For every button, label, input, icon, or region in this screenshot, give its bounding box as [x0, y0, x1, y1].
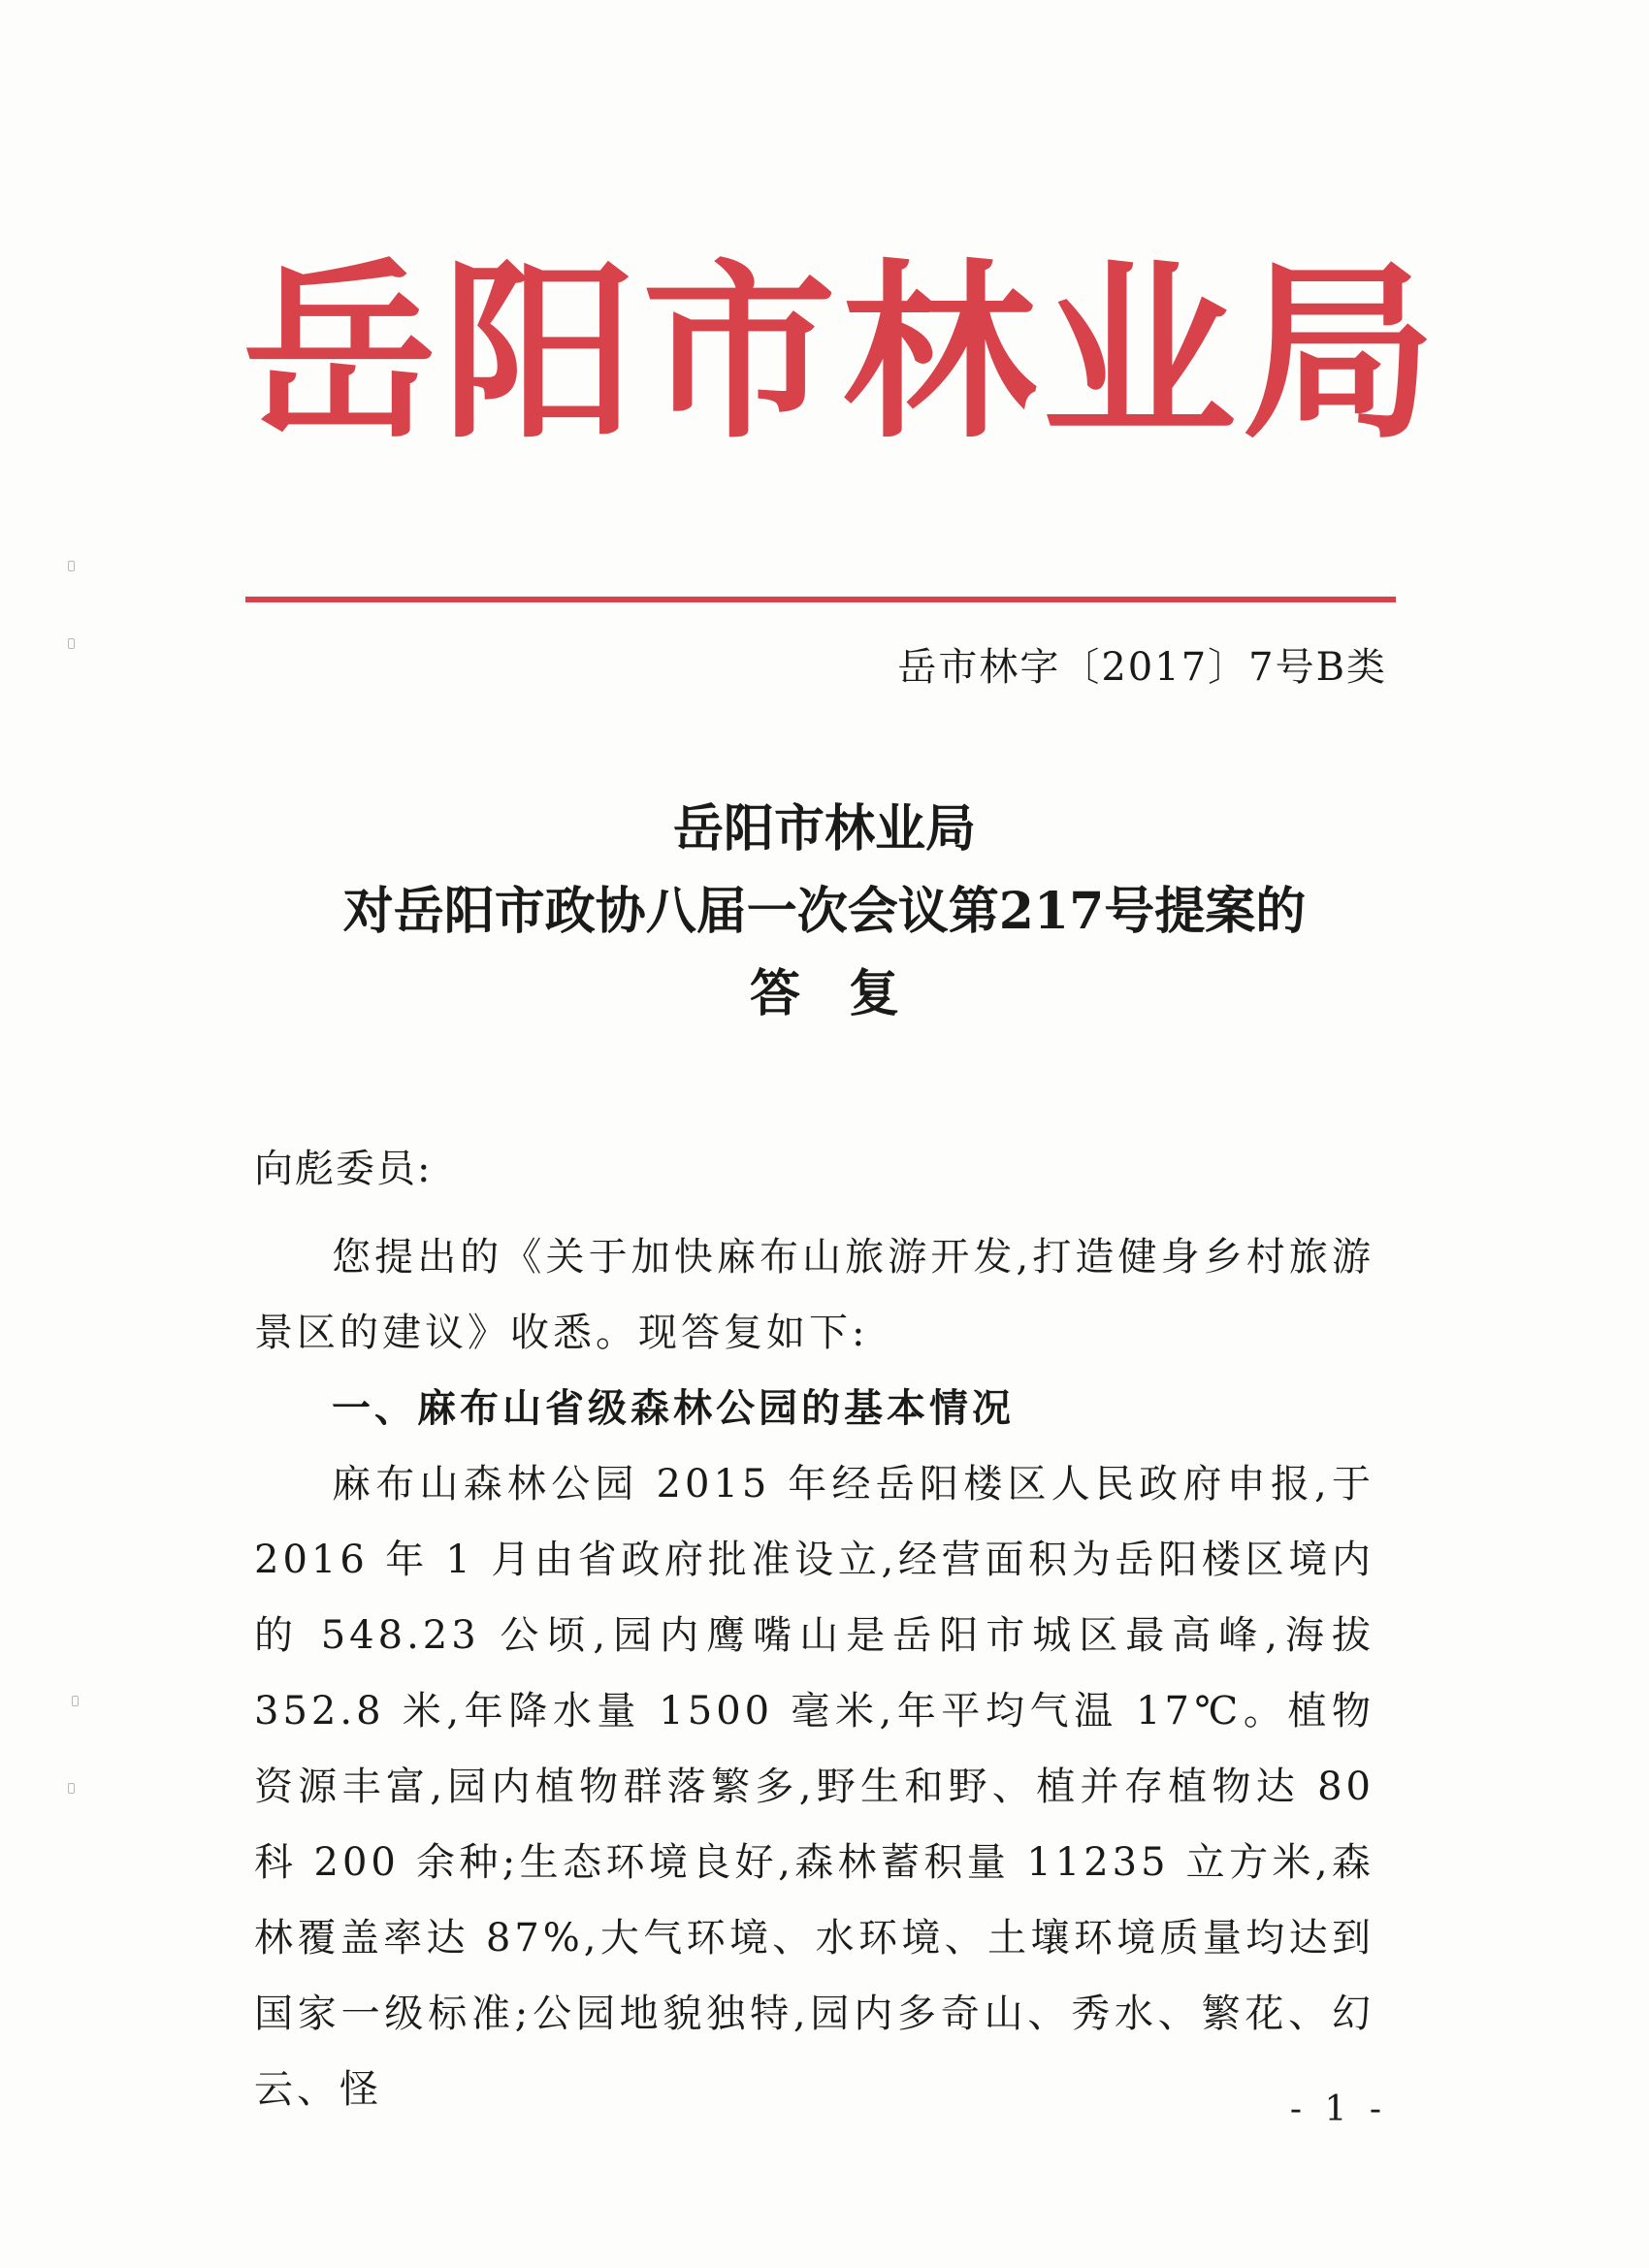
title-line-3: 答复	[749, 964, 948, 1023]
page-number: - 1 -	[1289, 2090, 1387, 2129]
salutation: 向彪委员:	[254, 1147, 433, 1191]
body-text	[254, 1219, 1374, 2127]
scan-mark	[68, 561, 75, 571]
title-line-1: 岳阳市林业局	[672, 799, 976, 859]
scan-mark	[68, 1783, 75, 1794]
document-number: 岳市林字〔2017〕7号B类	[897, 645, 1387, 690]
section-heading-1: 一、麻布山省级森林公园的基本情况	[332, 1386, 1015, 1431]
title-line-2: 对岳阳市政协八届一次会议第217号提案的	[342, 882, 1307, 941]
scan-mark	[68, 638, 75, 649]
letterhead-org-name: 岳阳市林业局	[242, 243, 1442, 465]
paragraph-intro: 您提出的《关于加快麻布山旅游开发,打造健身乡村旅游景区的建议》收悉。现答复如下:	[254, 1235, 1374, 1355]
scan-mark	[72, 1696, 79, 1706]
paragraph-park-info: 麻布山森林公园 2015 年经岳阳楼区人民政府申报,于 2016 年 1 月由省政府批准设立,经营面积为岳阳楼区境内的 548.23 公顷,园内鹰嘴山是岳阳市城区最高峰,海拔 352.8 米,年降水量 1500 毫米,年平均气温 17℃。植物资源丰富,园内植物群落繁多,野生和野、植并存植物达 80 科 200 余种;生态环境良好,森林蓄积量 11235 立方米,森林覆盖率达 87%,大气环境、水环境、土壤环境质量均达到国家一级标准;公园地貌独特,园内多奇山、秀水、繁花、幻云、怪	[254, 1462, 1374, 2112]
letterhead-red-rule	[245, 597, 1396, 602]
